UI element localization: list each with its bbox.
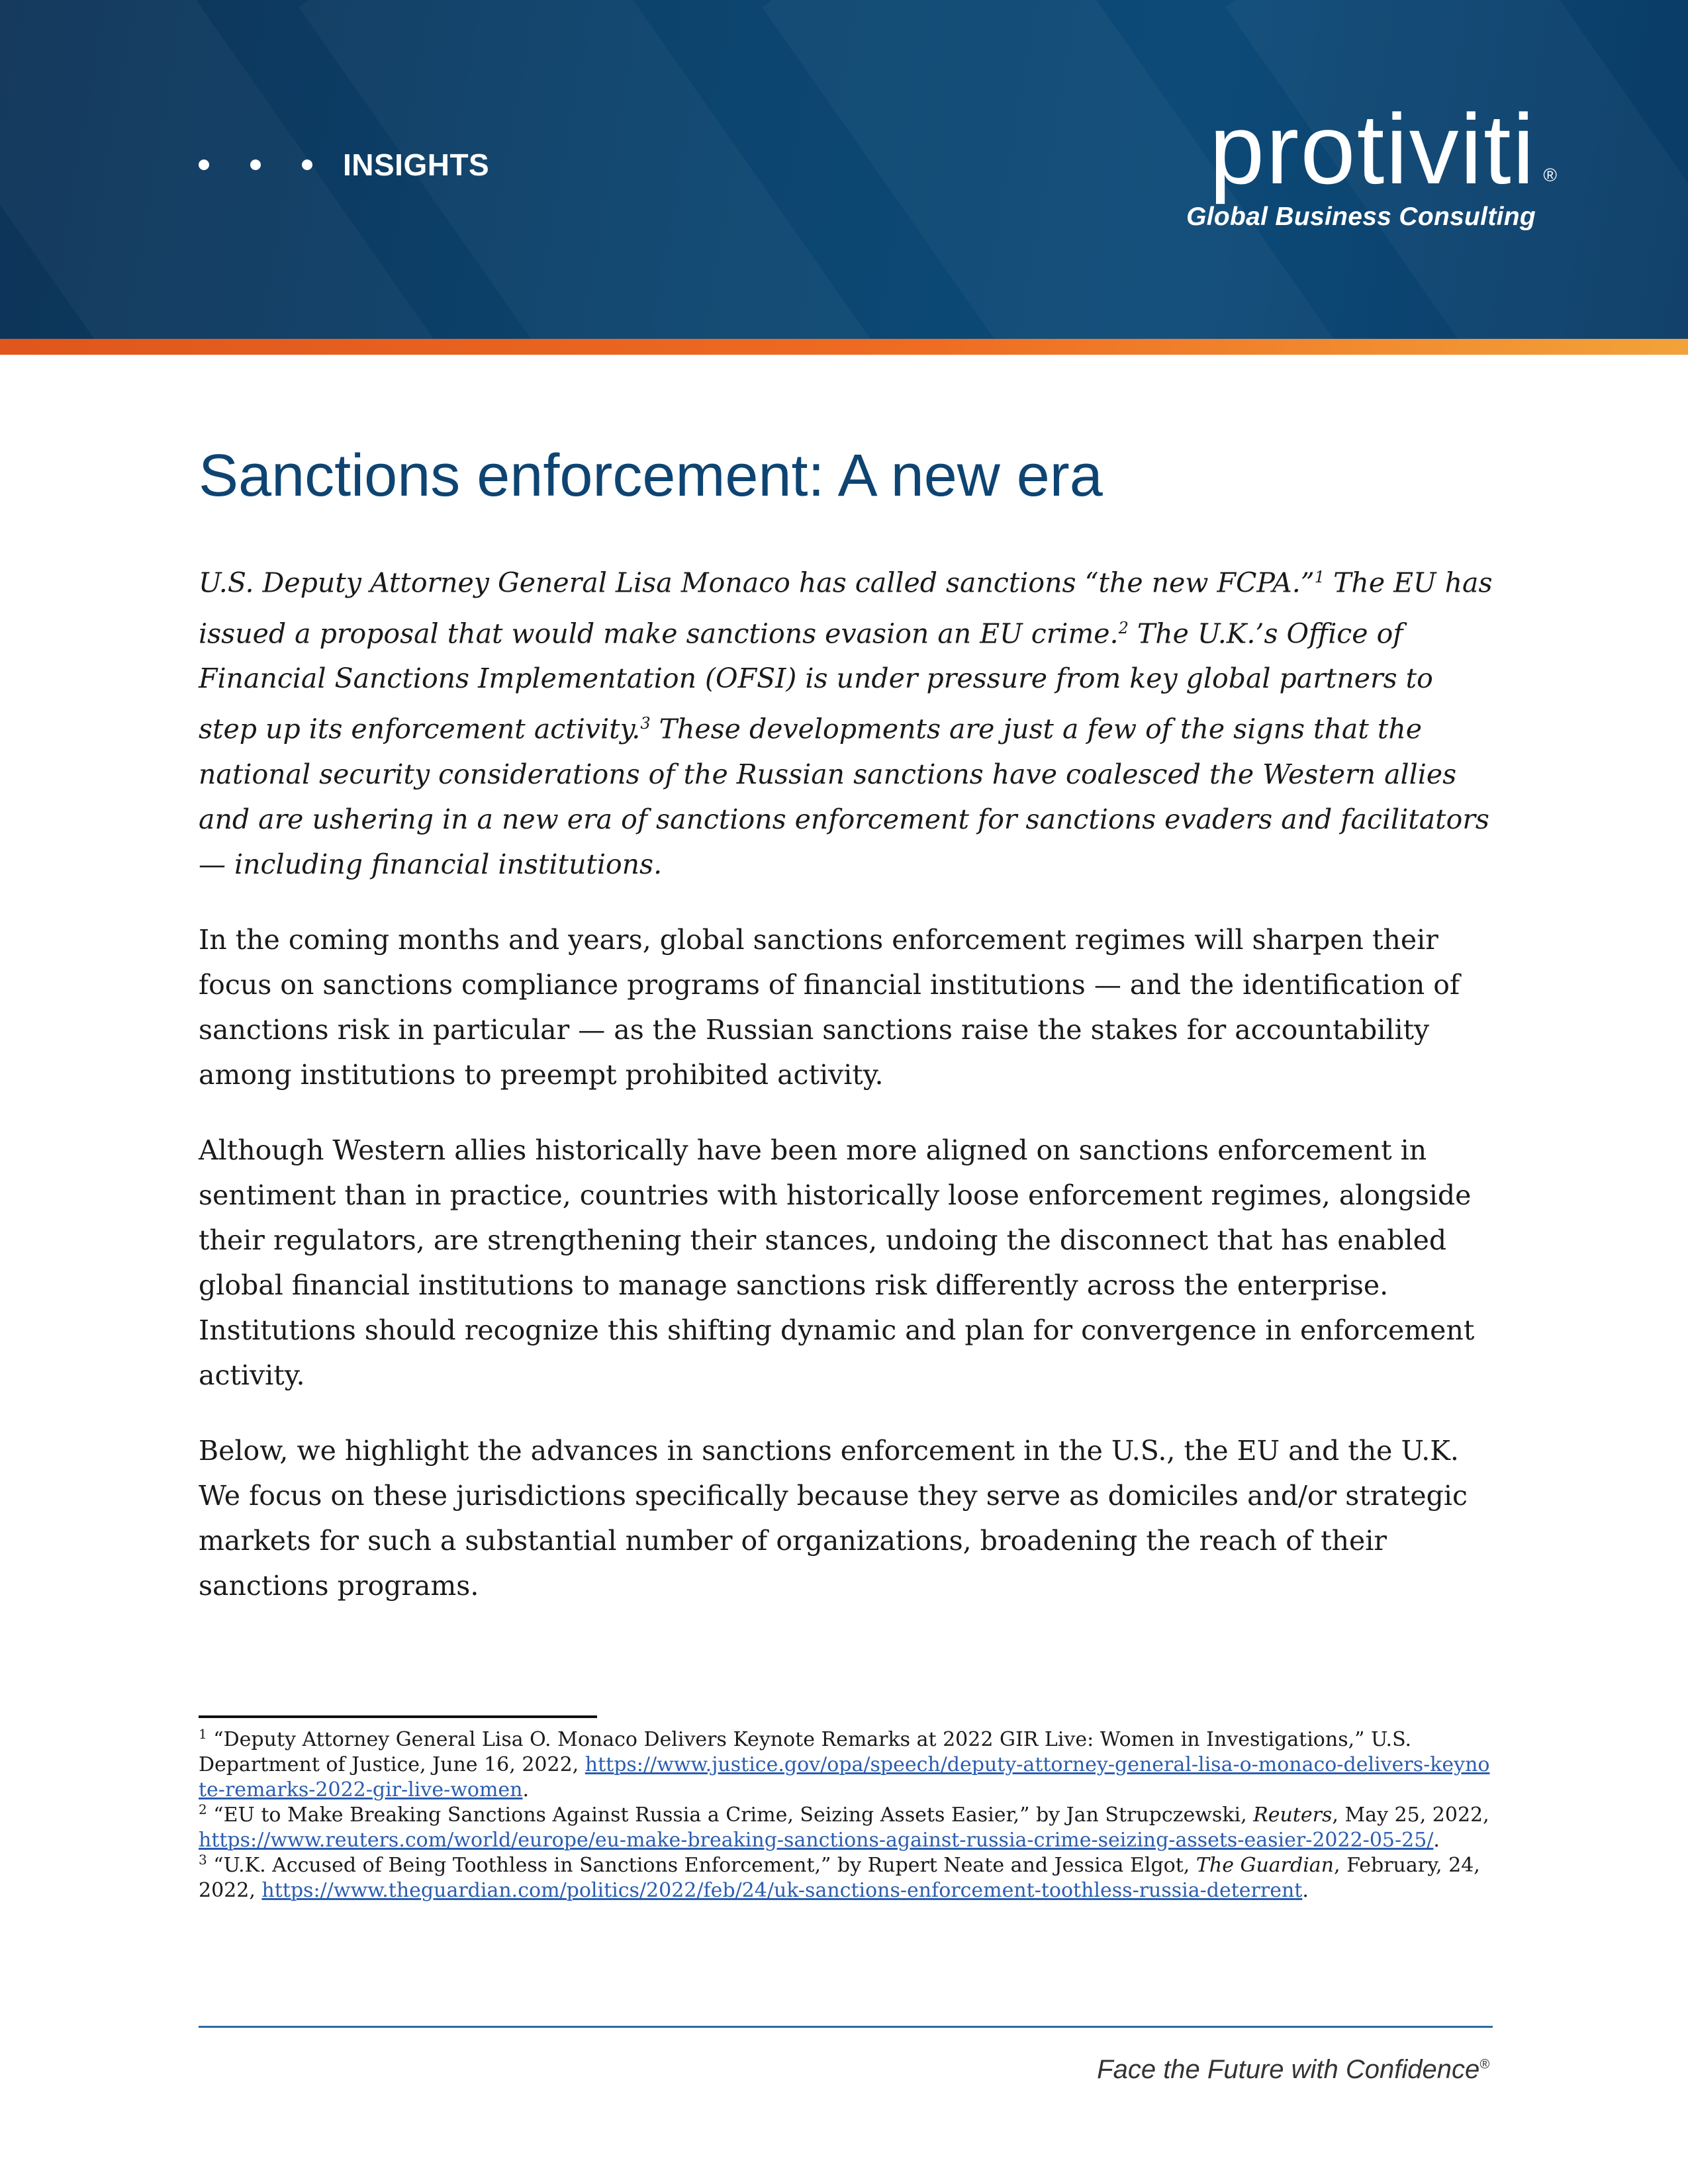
body-paragraph: In the coming months and years, global sanctions enforcement regimes will sharpen their focus on sanctions compliance programs of financial institutions — and the identification of sanctions risk in particular — as the Russian sanctions raise the stakes for accountability among institutions to preempt prohibited activity. <box>199 923 1460 1091</box>
footnote-link-2[interactable]: https://www.reuters.com/world/europe/eu-make-breaking-sanctions-against-russia-crime-seizing-assets-easier-2022-05-25/ <box>199 1829 1434 1852</box>
section-label-text: INSIGHTS <box>343 148 490 182</box>
registered-mark: ® <box>1479 2057 1489 2072</box>
footnote-3: $^3$ “U.K. Accused of Being Toothless in Sanctions Enforcement,” by Rupert Neate and Jessica Elgot, The Guardian, February, 24, 2022, https://www.theguardian.com/politics/2022/feb/24/uk-sanctions-enforcement-toothless-russia-deterrent. <box>199 1852 1480 1902</box>
article-body <box>199 555 1496 1639</box>
footer-rule <box>199 2026 1493 2028</box>
body-paragraph: Although Western allies historically have been more aligned on sanctions enforcement in sentiment than in practice, countries with historically loose enforcement regimes, alongside their regulators, are strengthening their stances, undoing the disconnect that has enabled global financial institutions to manage sanctions risk differently across the enterprise. Institutions should recognize this shifting dynamic and plan for convergence in enforcement activity. <box>199 1134 1475 1391</box>
footnote-link-1[interactable]: https://www.justice.gov/opa/speech/deputy-attorney-general-lisa-o-monaco-delivers-keynote-remarks-2022-gir-live-women <box>199 1753 1490 1801</box>
footnote-ref-1[interactable]: 1 <box>1314 568 1325 586</box>
footnote-ref-3[interactable]: 3 <box>640 714 651 733</box>
footnote-separator <box>199 1715 597 1718</box>
header-banner <box>0 0 1688 339</box>
logo-wordmark: protiviti ® <box>1186 99 1536 199</box>
footnotes <box>199 1727 1496 1903</box>
bullet-dot-icon <box>250 159 261 170</box>
page-title: Sanctions enforcement: A new era <box>199 443 1103 509</box>
footnote-ref-2[interactable]: 2 <box>1118 618 1129 637</box>
body-paragraph: Below, we highlight the advances in sanctions enforcement in the U.S., the EU and the U.K. We focus on these jurisdictions specifically because they serve as domiciles and/or strategic markets for such a substantial number of organizations, broadening the reach of their sanctions programs. <box>199 1434 1468 1602</box>
footnote-link-3[interactable]: https://www.theguardian.com/politics/2022/feb/24/uk-sanctions-enforcement-toothless-russia-deterrent <box>261 1879 1303 1902</box>
bullet-dot-icon <box>302 159 312 170</box>
footnote-1: $^1$ “Deputy Attorney General Lisa O. Monaco Delivers Keynote Remarks at 2022 GIR Live: Women in Investigations,” U.S. Department of Justice, June 16, 2022, https://www.justice.gov/opa/speech/deputy-attorney-general-lisa-o-monaco-delivers-keynote-remarks-2022-gir-live-women. <box>199 1726 1490 1801</box>
intro-paragraph: U.S. Deputy Attorney General Lisa Monaco has called sanctions “the new FCPA.”$^1$ The EU has issued a proposal that would make sanctions evasion an EU crime.$^2$ The U.K.’s Office of Financial Sanctions Implementation (OFSI) is under pressure from key global partners to step up its enforcement activity.$^3$ These developments are just a few of the signs that the national security considerations of the Russian sanctions have coalesced the Western allies and are ushering in a new era of sanctions enforcement for sanctions evaders and facilitators — including financial institutions. <box>199 567 1493 880</box>
footnote-2: $^2$ “EU to Make Breaking Sanctions Against Russia a Crime, Seizing Assets Easier,” by Jan Strupczewski, Reuters, May 25, 2022, https://www.reuters.com/world/europe/eu-make-breaking-sanctions-against-russia-crime-seizing-assets-easier-2022-05-25/. <box>199 1801 1489 1852</box>
footer-slogan: Face the Future with Confidence® <box>1097 2055 1489 2084</box>
logo-tagline: Global Business Consulting <box>1186 203 1536 231</box>
registered-mark: ® <box>1543 165 1558 185</box>
bullet-dot-icon <box>199 159 209 170</box>
accent-bar <box>0 339 1688 355</box>
protiviti-logo <box>1186 93 1558 232</box>
section-label <box>199 147 489 183</box>
